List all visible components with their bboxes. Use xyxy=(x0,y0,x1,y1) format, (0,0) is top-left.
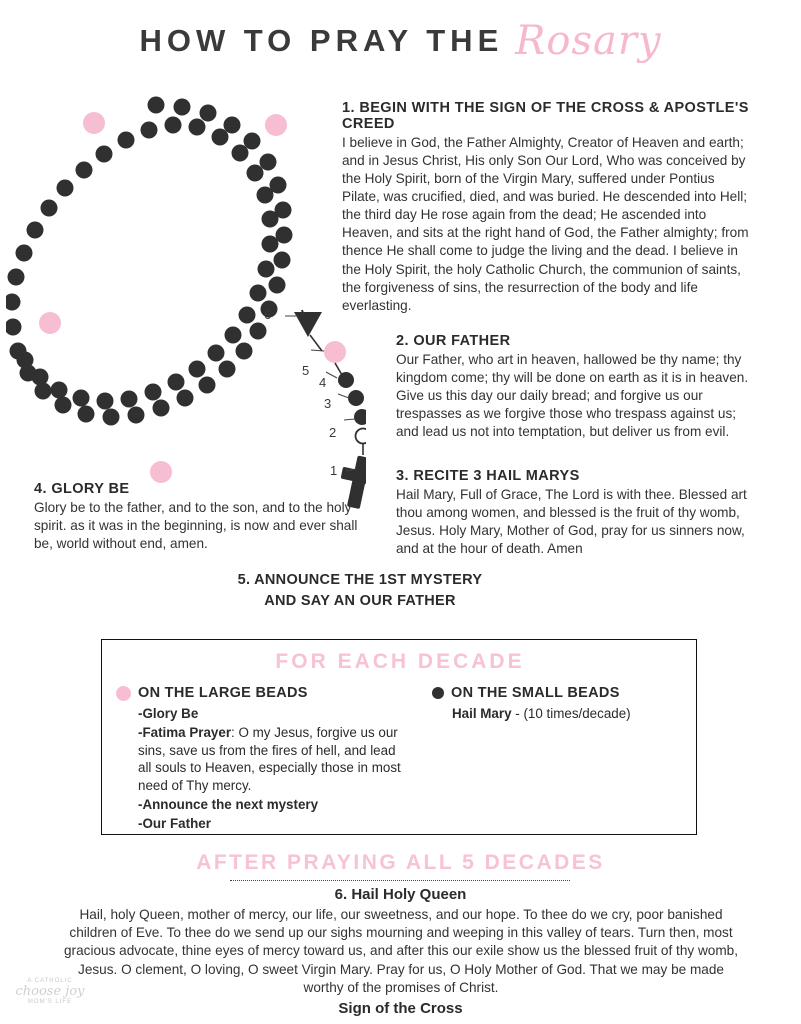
small-beads-heading-label: ON THE SMALL BEADS xyxy=(451,685,620,701)
page-title xyxy=(0,18,801,64)
after-decades-title: AFTER PRAYING ALL 5 DECADES xyxy=(196,851,605,874)
list-item-label: -Glory Be xyxy=(138,706,199,721)
section-hail-marys-heading: 3. RECITE 3 HAIL MARYS xyxy=(396,468,580,484)
section-glory-be-heading: 4. GLORY BE xyxy=(34,481,130,497)
list-item xyxy=(138,724,406,795)
watermark-script: choose joy xyxy=(15,983,85,999)
large-beads-list xyxy=(138,705,406,833)
page-title-script: Rosary xyxy=(515,18,662,64)
rosary-centerpiece xyxy=(294,310,322,337)
small-beads-item xyxy=(452,706,682,721)
rosary-diagram xyxy=(6,85,366,515)
large-beads-heading-label: ON THE LARGE BEADS xyxy=(138,685,308,701)
large-beads-heading xyxy=(116,685,406,701)
announce-line-1: 5. ANNOUNCE THE 1ST MYSTERY xyxy=(237,572,483,588)
section-creed-heading: 1. BEGIN WITH THE SIGN OF THE CROSS & APOSTLE'S CREED xyxy=(342,100,749,132)
page-title-main: HOW TO PRAY THE xyxy=(139,23,504,58)
section-glory-be-body: Glory be to the father, and to the son, and to the holy spirit. as it was in the beginning, is now and ever shall be, world without end, amen. xyxy=(34,500,358,552)
list-item-text: : O my Jesus, forgive us our sins, save us from the fires of hell, and lead all souls to Heaven, especially those in most need of Thy mercy. xyxy=(138,724,401,794)
diagram-label-5: 5 xyxy=(302,363,310,378)
section-creed xyxy=(342,100,752,315)
diagram-label-2: 2 xyxy=(329,425,337,440)
diagram-label-6: 6 xyxy=(264,307,272,322)
diagram-label-3: 3 xyxy=(324,396,332,411)
hail-holy-queen-body: Hail, holy Queen, mother of mercy, our life, our sweetness, and our hope. To thee do we cry, poor banished children of Eve. To thee do we send up our sighs mourning and weeping in this valley of tears. Turn then, most gracious advocate, thine eyes of mercy toward us, and after this our exile show us the blessed fruit of thy womb, Jesus. O clement, O loving, O sweet Virgin Mary. Pray for us, O Holy Mother of God. That we may be made worthy of the promises of Christ. xyxy=(64,907,738,995)
watermark-logo xyxy=(10,978,90,1020)
divider xyxy=(230,880,570,881)
list-item xyxy=(138,796,406,814)
diagram-label-1: 1 xyxy=(330,463,338,478)
callout-lines xyxy=(285,316,356,471)
section-glory-be xyxy=(34,481,359,553)
section-creed-body: I believe in God, the Father Almighty, Creator of Heaven and earth; and in Jesus Christ, His only Son Our Lord, Who was conceived by the Holy Spirit, born of the Virgin Mary, suffered under Pontius Pilate, was crucified, died, and was buried. He descended into Hell; the third day He rose again from the dead; He ascended into Heaven, and sits at the right hand of God, the Father almighty; from thence He shall come to judge the living and the dead. I believe in the Holy Spirit, the holy Catholic Church, the communion of saints, the forgiveness of sins, the resurrection of the body and life everlasting. xyxy=(342,135,749,313)
small-beads-item-label: Hail Mary xyxy=(452,706,512,721)
list-item xyxy=(138,815,406,833)
section-hail-marys xyxy=(396,468,752,558)
section-announce-mystery xyxy=(150,570,570,612)
watermark-bottom: MOM'S LIFE xyxy=(27,998,73,1005)
announce-line-2: AND SAY AN OUR FATHER xyxy=(264,593,456,610)
section-our-father-heading: 2. OUR FATHER xyxy=(396,333,511,349)
list-item-label: -Fatima Prayer xyxy=(138,724,232,740)
list-item-label: -Announce the next mystery xyxy=(138,797,319,813)
dark-bead-icon xyxy=(432,687,444,699)
for-each-decade-box xyxy=(101,639,697,835)
small-beads-heading xyxy=(432,685,682,701)
diagram-label-4: 4 xyxy=(319,375,327,390)
sign-of-the-cross: Sign of the Cross xyxy=(338,1000,463,1017)
rosary-loop-beads xyxy=(6,97,293,426)
section-hail-marys-body: Hail Mary, Full of Grace, The Lord is with thee. Blessed art thou among women, and blessed is the fruit of thy womb, Jesus. Holy Mary, Mother of God, pray for us sinners now, and at the hour of death. Amen xyxy=(396,487,747,557)
list-item-label: -Our Father xyxy=(138,815,211,831)
large-beads-column xyxy=(116,685,406,834)
section-our-father-body: Our Father, who art in heaven, hallowed be thy name; thy kingdom come; thy will be done on earth as it is in heaven. Give us this day our daily bread; and forgive us our trespasses as we forgive those who trespass against us; and lead us not into temptation, but deliver us from evil. xyxy=(396,352,749,440)
watermark-top: A CATHOLIC xyxy=(27,978,73,984)
for-each-decade-title: FOR EACH DECADE xyxy=(275,650,525,673)
small-beads-item-text: - (10 times/decade) xyxy=(511,706,631,721)
pink-bead-icon xyxy=(116,686,131,701)
list-item xyxy=(138,705,406,723)
section-our-father xyxy=(396,333,752,441)
hail-holy-queen-title: 6. Hail Holy Queen xyxy=(334,886,467,903)
small-beads-column xyxy=(432,685,682,721)
